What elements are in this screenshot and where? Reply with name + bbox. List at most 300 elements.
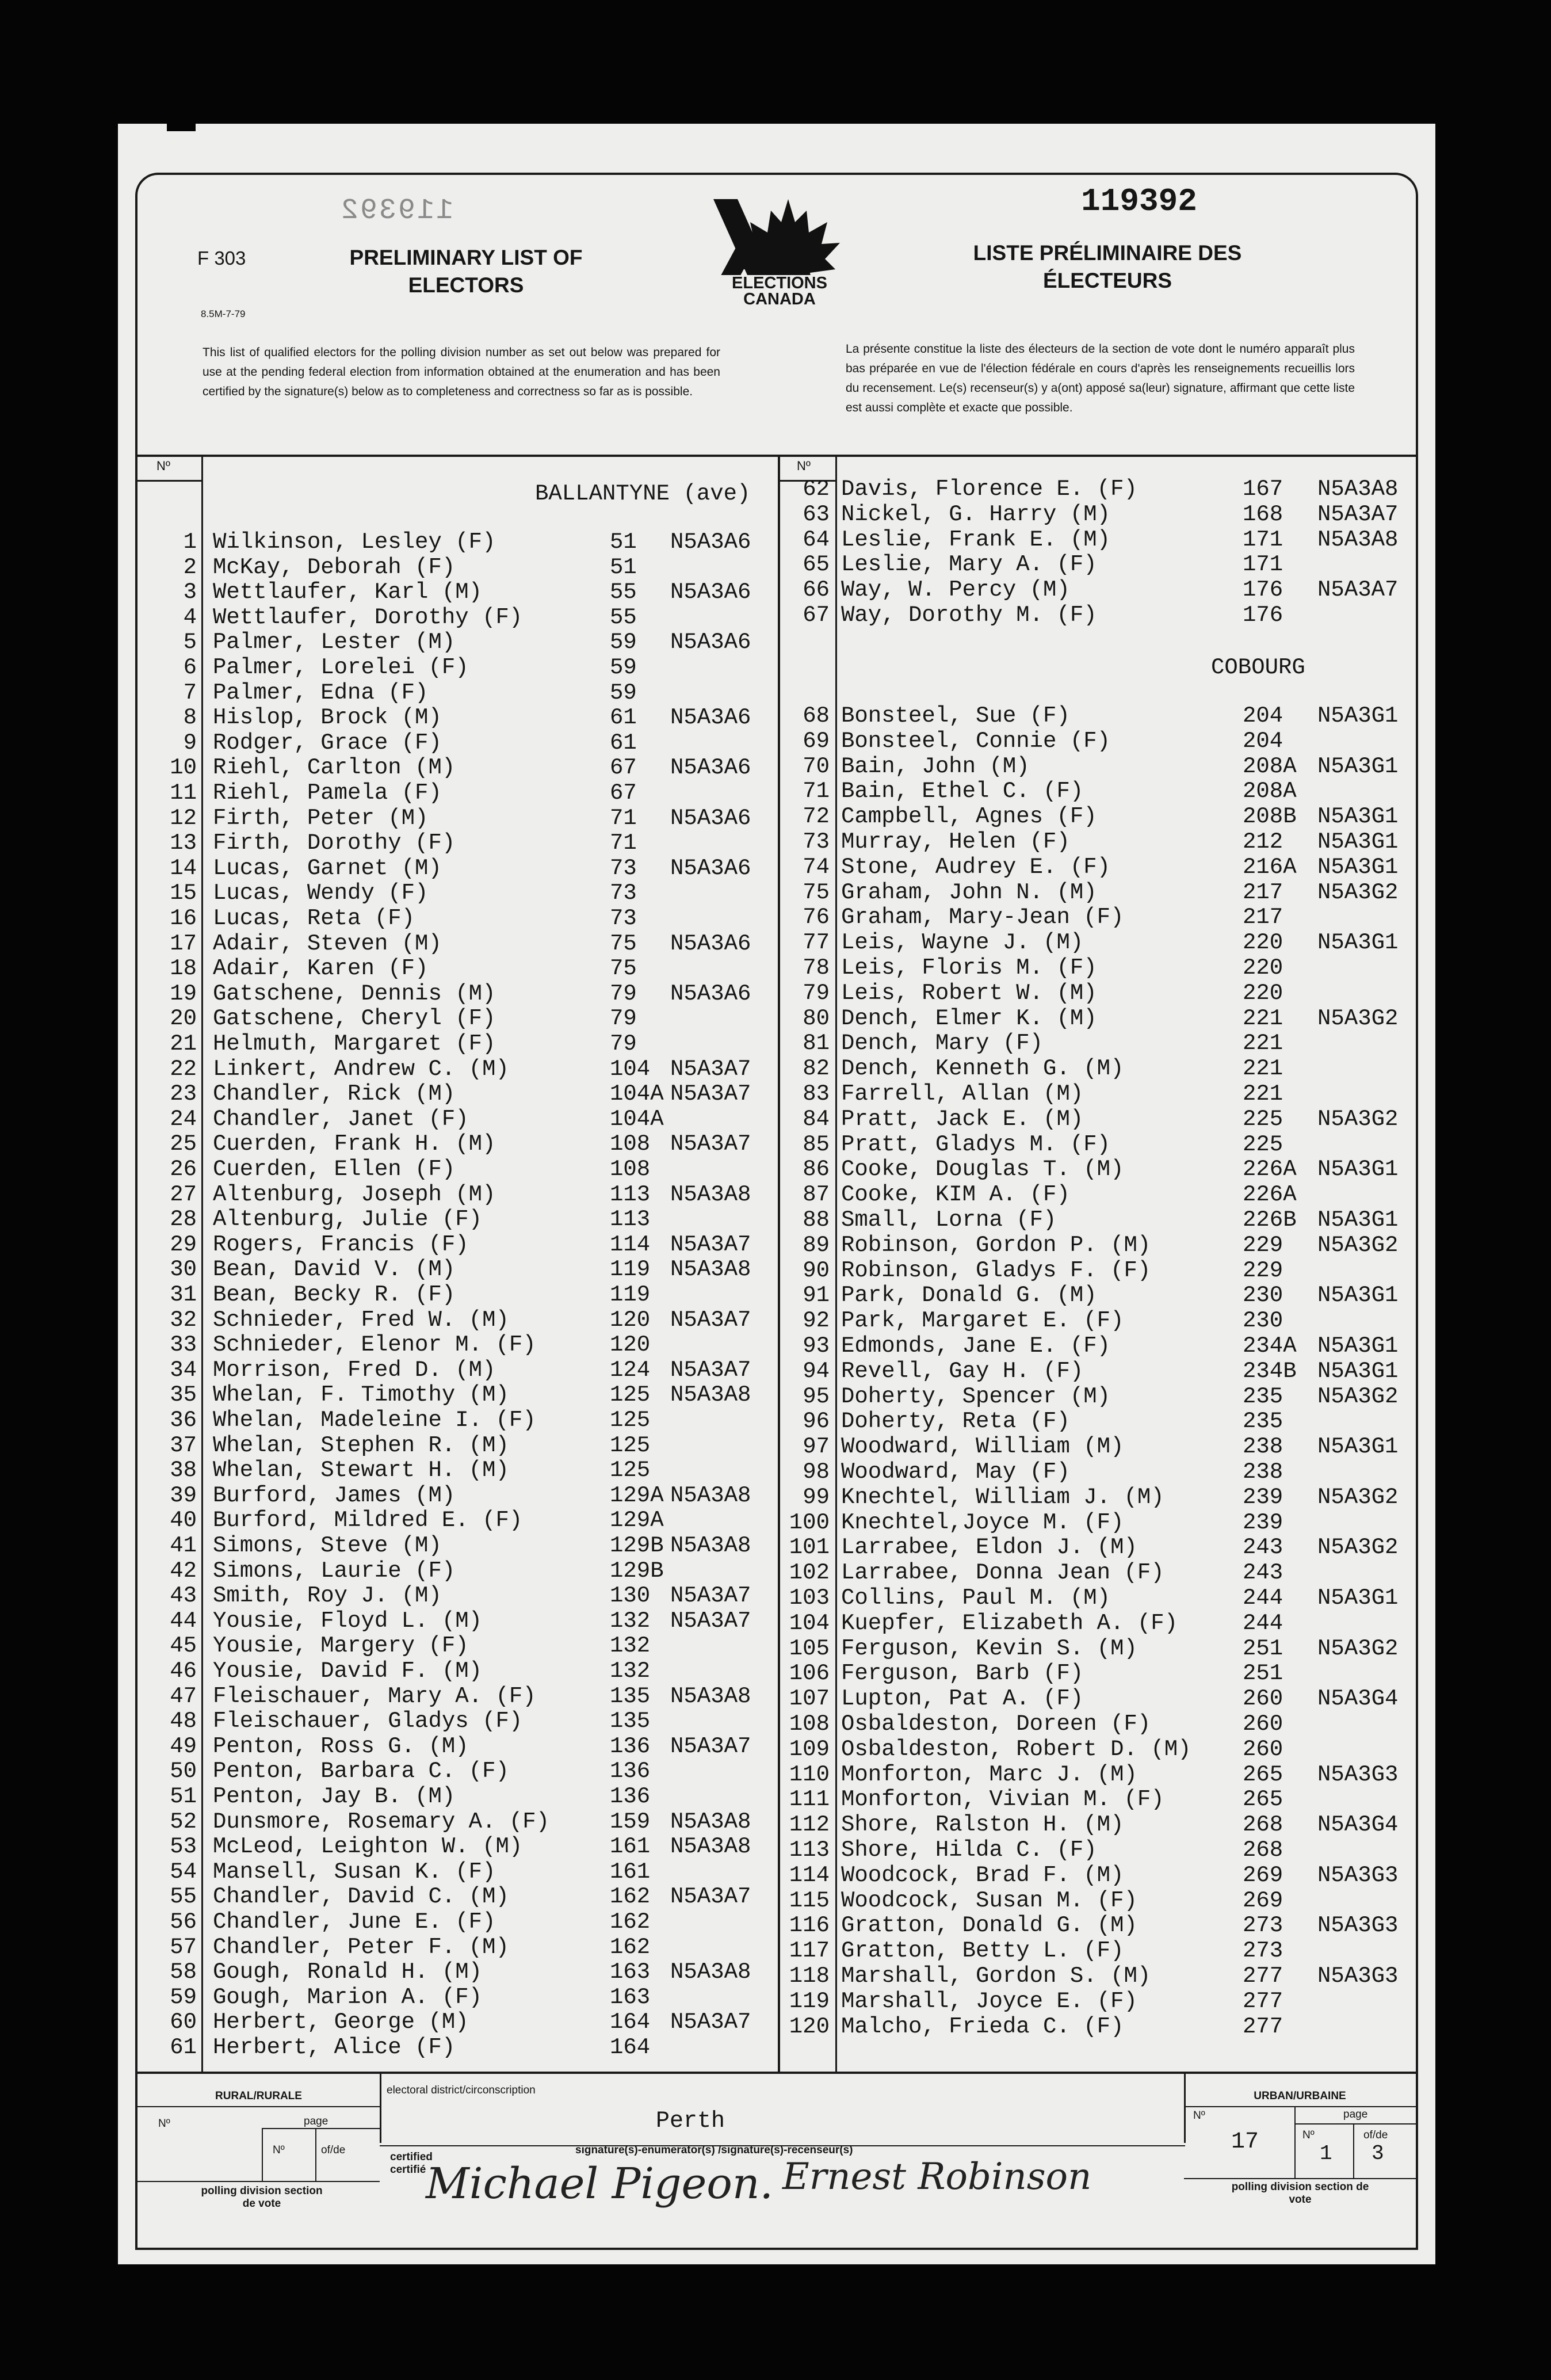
right-no-header: Nº [797, 459, 811, 473]
elector-number: 33 [170, 1332, 197, 1358]
left-number-divider [201, 455, 203, 2072]
elector-number: 100 [789, 1509, 830, 1535]
elector-address: 221 [1243, 1031, 1283, 1056]
elector-postal-code: N5A3A8 [670, 1959, 751, 1985]
elector-address: 265 [1243, 1761, 1283, 1787]
elector-address: 234B [1243, 1358, 1297, 1384]
elector-name: Lucas, Wendy (F) [213, 880, 429, 906]
elector-address: 104 [610, 1056, 651, 1082]
elector-name: Stone, Audrey E. (F) [841, 854, 1111, 880]
elector-name: Simons, Steve (M) [213, 1533, 442, 1558]
elector-number: 107 [789, 1686, 830, 1712]
elector-name: Farrell, Allan (M) [841, 1081, 1084, 1107]
elector-number: 53 [170, 1834, 197, 1860]
elector-address: 273 [1243, 1913, 1283, 1939]
urban-page-no-label: Nº [1302, 2129, 1315, 2141]
elector-address: 230 [1243, 1308, 1283, 1334]
elector-name: Murray, Helen (F) [841, 829, 1070, 855]
elector-number: 79 [803, 980, 830, 1006]
elector-address: 212 [1243, 829, 1283, 855]
elector-address: 75 [610, 930, 637, 956]
elector-number: 15 [170, 880, 197, 906]
elector-postal-code: N5A3A6 [670, 981, 751, 1006]
elector-number: 60 [170, 2009, 197, 2035]
rural-page-divider [262, 2128, 263, 2181]
elector-address: 220 [1243, 980, 1283, 1006]
elector-number: 92 [803, 1308, 830, 1334]
elector-name: Monforton, Marc J. (M) [841, 1761, 1137, 1787]
elector-number: 54 [170, 1859, 197, 1885]
elector-address: 277 [1243, 1988, 1283, 2014]
elector-number: 119 [789, 1988, 830, 2014]
elector-address: 171 [1243, 527, 1283, 552]
elector-address: 125 [610, 1382, 651, 1408]
elector-address: 161 [610, 1834, 651, 1860]
elector-name: Altenburg, Joseph (M) [213, 1181, 496, 1207]
elector-name: Woodcock, Brad F. (M) [841, 1862, 1124, 1888]
elector-name: Cooke, KIM A. (F) [841, 1182, 1070, 1208]
elector-name: Robinson, Gordon P. (M) [841, 1232, 1151, 1258]
elector-address: 108 [610, 1131, 651, 1157]
elector-postal-code: N5A3A7 [670, 1231, 751, 1257]
elector-address: 67 [610, 755, 637, 781]
left-no-header: Nº [156, 459, 170, 473]
rural-page-label: page [304, 2115, 328, 2127]
elector-number: 19 [170, 981, 197, 1006]
elector-number: 91 [803, 1283, 830, 1309]
elector-name: Park, Donald G. (M) [841, 1283, 1097, 1309]
elector-address: 243 [1243, 1535, 1283, 1561]
elector-address: 260 [1243, 1686, 1283, 1712]
elector-number: 20 [170, 1006, 197, 1032]
elector-address: 125 [610, 1432, 651, 1458]
enumerator-signature-1: Michael Pigeon. [426, 2159, 773, 2209]
title-english: PRELIMINARY LIST OF ELECTORS [349, 246, 583, 297]
elector-name: Lucas, Reta (F) [213, 906, 415, 931]
elector-name: Revell, Gay H. (F) [841, 1358, 1084, 1384]
elector-number: 77 [803, 930, 830, 956]
elector-address: 59 [610, 630, 637, 655]
elector-name: Collins, Paul M. (M) [841, 1585, 1111, 1611]
elector-address: 55 [610, 579, 637, 605]
rural-bottom-rule [137, 2181, 380, 2182]
elector-name: Fleischauer, Gladys (F) [213, 1708, 523, 1734]
elector-name: Bonsteel, Connie (F) [841, 728, 1111, 754]
elector-name: Graham, John N. (M) [841, 879, 1097, 905]
elector-number: 18 [170, 956, 197, 982]
elector-name: Bain, John (M) [841, 753, 1030, 779]
elector-postal-code: N5A3A7 [670, 1081, 751, 1107]
elector-number: 49 [170, 1733, 197, 1759]
mirrored-stamp-number: 119392 [339, 194, 454, 227]
elector-address: 113 [610, 1181, 651, 1207]
elector-postal-code: N5A3A7 [670, 1131, 751, 1157]
elector-postal-code: N5A3G1 [1317, 1207, 1399, 1233]
intro-english: This list of qualified electors for the polling division number as set out below was prepared for use at the pending federal election from information obtained at the enumeration and has been certified by the signature(s) below as to completeness and correctness so far as is possible. [203, 346, 720, 398]
elector-address: 238 [1243, 1434, 1283, 1460]
elector-address: 277 [1243, 1963, 1283, 1989]
elector-name: Mansell, Susan K. (F) [213, 1859, 496, 1885]
elector-name: Riehl, Carlton (M) [213, 755, 456, 781]
elections-canada-logo [702, 194, 857, 315]
elector-number: 39 [170, 1482, 197, 1508]
elector-number: 96 [803, 1409, 830, 1435]
elector-number: 40 [170, 1508, 197, 1534]
elector-address: 162 [610, 1909, 651, 1935]
elector-number: 90 [803, 1257, 830, 1283]
elector-name: Robinson, Gladys F. (F) [841, 1257, 1151, 1283]
elector-address: 235 [1243, 1409, 1283, 1435]
elector-name: Lupton, Pat A. (F) [841, 1686, 1084, 1712]
elector-postal-code: N5A3A8 [670, 1257, 751, 1283]
elector-postal-code: N5A3A8 [670, 1482, 751, 1508]
elector-name: Edmonds, Jane E. (F) [841, 1333, 1111, 1359]
elector-address: 129A [610, 1482, 664, 1508]
elector-name: Burford, James (M) [213, 1482, 456, 1508]
form-code: F 303 [197, 247, 246, 269]
elector-postal-code: N5A3A6 [670, 705, 751, 731]
elector-name: Dench, Elmer K. (M) [841, 1005, 1097, 1031]
elector-number: 106 [789, 1661, 830, 1687]
elector-number: 47 [170, 1683, 197, 1709]
elector-name: Leis, Robert W. (M) [841, 980, 1097, 1006]
elector-address: 124 [610, 1357, 651, 1383]
elector-name: Adair, Steven (M) [213, 930, 442, 956]
elector-number: 43 [170, 1583, 197, 1609]
rural-header-rule [137, 2106, 380, 2107]
elector-postal-code: N5A3A6 [670, 630, 751, 655]
elector-postal-code: N5A3G1 [1317, 829, 1399, 855]
elector-number: 17 [170, 930, 197, 956]
elector-number: 86 [803, 1157, 830, 1183]
elector-address: 130 [610, 1583, 651, 1609]
elector-name: Herbert, George (M) [213, 2009, 469, 2035]
elector-number: 117 [789, 1938, 830, 1964]
elector-number: 73 [803, 829, 830, 855]
elector-number: 98 [803, 1459, 830, 1485]
elector-address: 113 [610, 1207, 651, 1233]
elector-address: 108 [610, 1157, 651, 1182]
elector-address: 204 [1243, 728, 1283, 754]
elector-name: Penton, Jay B. (M) [213, 1784, 456, 1809]
elector-name: McKay, Deborah (F) [213, 554, 456, 580]
elector-address: 162 [610, 1884, 651, 1910]
elector-number: 113 [789, 1837, 830, 1863]
elector-postal-code: N5A3A7 [670, 1307, 751, 1333]
elector-address: 164 [610, 2035, 651, 2060]
urban-page-rule [1294, 2123, 1416, 2125]
elector-number: 120 [789, 2013, 830, 2039]
elector-address: 114 [610, 1231, 651, 1257]
elector-number: 55 [170, 1884, 197, 1910]
elector-number: 1 [183, 529, 197, 555]
elector-name: Malcho, Frieda C. (F) [841, 2013, 1124, 2039]
elector-name: Leslie, Frank E. (M) [841, 527, 1111, 552]
elector-number: 81 [803, 1031, 830, 1056]
elector-number: 59 [170, 1984, 197, 2010]
elector-name: Morrison, Fred D. (M) [213, 1357, 496, 1383]
elector-address: 71 [610, 805, 637, 831]
elector-name: Smith, Roy J. (M) [213, 1583, 442, 1609]
elector-postal-code: N5A3G4 [1317, 1812, 1399, 1838]
form-edition: 8.5M-7-79 [201, 308, 246, 319]
elector-address: 167 [1243, 476, 1283, 502]
elector-address: 104A [610, 1106, 664, 1132]
elector-postal-code: N5A3A6 [670, 930, 751, 956]
elector-postal-code: N5A3A6 [670, 579, 751, 605]
elector-number: 28 [170, 1207, 197, 1233]
elector-number: 71 [803, 779, 830, 804]
elector-name: Dunsmore, Rosemary A. (F) [213, 1809, 550, 1834]
elector-address: 132 [610, 1633, 651, 1659]
rural-page-rule [262, 2128, 380, 2129]
elector-address: 163 [610, 1984, 651, 2010]
elector-address: 229 [1243, 1232, 1283, 1258]
rural-no-label: Nº [158, 2118, 170, 2130]
elector-number: 99 [803, 1484, 830, 1510]
elector-name: Penton, Ross G. (M) [213, 1733, 469, 1759]
elector-address: 61 [610, 730, 637, 756]
elector-address: 239 [1243, 1484, 1283, 1510]
elector-address: 119 [610, 1257, 651, 1283]
elector-postal-code: N5A3G1 [1317, 703, 1399, 729]
elector-postal-code: N5A3G2 [1317, 1383, 1399, 1409]
elector-name: Dench, Kenneth G. (M) [841, 1056, 1124, 1082]
elector-number: 76 [803, 905, 830, 930]
elector-number: 61 [170, 2035, 197, 2060]
elector-name: Penton, Barbara C. (F) [213, 1759, 509, 1784]
elector-number: 36 [170, 1408, 197, 1433]
elector-number: 85 [803, 1131, 830, 1157]
elector-name: Cuerden, Frank H. (M) [213, 1131, 496, 1157]
elector-postal-code: N5A3G1 [1317, 804, 1399, 830]
elector-name: Way, Dorothy M. (F) [841, 602, 1097, 628]
elector-postal-code: N5A3A8 [670, 1533, 751, 1558]
elector-name: Yousie, Margery (F) [213, 1633, 469, 1659]
elector-name: Shore, Ralston H. (M) [841, 1812, 1124, 1838]
elector-address: 230 [1243, 1283, 1283, 1309]
elector-address: 71 [610, 830, 637, 856]
elector-number: 111 [789, 1787, 830, 1813]
urban-page-number: 1 [1320, 2142, 1332, 2165]
elector-name: Marshall, Gordon S. (M) [841, 1963, 1151, 1989]
elector-name: Leslie, Mary A. (F) [841, 552, 1097, 578]
urban-label: URBAN/URBAINE [1254, 2090, 1346, 2102]
elector-postal-code: N5A3G1 [1317, 1358, 1399, 1384]
elector-number: 32 [170, 1307, 197, 1333]
elector-name: Leis, Floris M. (F) [841, 955, 1097, 981]
elector-address: 159 [610, 1809, 651, 1834]
elector-postal-code: N5A3G2 [1317, 1232, 1399, 1258]
elector-address: 164 [610, 2009, 651, 2035]
elector-number: 13 [170, 830, 197, 856]
elector-number: 23 [170, 1081, 197, 1107]
elector-number: 78 [803, 955, 830, 981]
elector-name: Palmer, Lester (M) [213, 630, 456, 655]
elector-name: Herbert, Alice (F) [213, 2035, 456, 2060]
elector-address: 239 [1243, 1509, 1283, 1535]
elector-number: 52 [170, 1809, 197, 1834]
elector-name: Gough, Marion A. (F) [213, 1984, 483, 2010]
elector-address: 163 [610, 1959, 651, 1985]
elector-number: 11 [170, 780, 197, 806]
elector-postal-code: N5A3A8 [670, 1181, 751, 1207]
elector-postal-code: N5A3G2 [1317, 1005, 1399, 1031]
elector-name: Wettlaufer, Karl (M) [213, 579, 483, 605]
urban-page-total: 3 [1372, 2142, 1384, 2165]
elector-address: 204 [1243, 703, 1283, 729]
elector-number: 27 [170, 1181, 197, 1207]
footer-right-divider [1184, 2074, 1186, 2143]
elector-name: Bean, Becky R. (F) [213, 1282, 456, 1307]
rural-page-no-label: Nº [273, 2144, 285, 2156]
elector-number: 101 [789, 1535, 830, 1561]
elector-address: 132 [610, 1658, 651, 1684]
elector-address: 73 [610, 880, 637, 906]
elector-name: Whelan, Stephen R. (M) [213, 1432, 509, 1458]
elector-number: 65 [803, 552, 830, 578]
elector-name: Kuepfer, Elizabeth A. (F) [841, 1610, 1178, 1636]
elector-name: Helmuth, Margaret (F) [213, 1031, 496, 1056]
elector-address: 221 [1243, 1005, 1283, 1031]
elector-name: Cuerden, Ellen (F) [213, 1157, 456, 1182]
elector-name: Rogers, Francis (F) [213, 1231, 469, 1257]
elector-address: 268 [1243, 1837, 1283, 1863]
elector-address: 217 [1243, 879, 1283, 905]
elector-number: 35 [170, 1382, 197, 1408]
elector-address: 208A [1243, 753, 1297, 779]
elector-number: 4 [183, 604, 197, 630]
elector-number: 72 [803, 804, 830, 830]
elector-name: Adair, Karen (F) [213, 956, 429, 982]
elector-number: 10 [170, 755, 197, 781]
elector-address: 51 [610, 529, 637, 555]
elector-name: Graham, Mary-Jean (F) [841, 905, 1124, 930]
elector-address: 260 [1243, 1711, 1283, 1737]
elector-address: 225 [1243, 1106, 1283, 1132]
elector-name: Small, Lorna (F) [841, 1207, 1057, 1233]
elector-number: 88 [803, 1207, 830, 1233]
table-top-rule [137, 455, 1416, 457]
elector-number: 102 [789, 1560, 830, 1586]
footer-left-divider [380, 2074, 381, 2143]
elector-address: 243 [1243, 1560, 1283, 1586]
elector-address: 79 [610, 1006, 637, 1032]
elector-address: 59 [610, 680, 637, 705]
elector-name: Park, Margaret E. (F) [841, 1308, 1124, 1334]
elector-number: 2 [183, 554, 197, 580]
elector-number: 42 [170, 1558, 197, 1584]
elector-address: 251 [1243, 1661, 1283, 1687]
elector-number: 50 [170, 1759, 197, 1784]
elector-address: 73 [610, 855, 637, 881]
elector-postal-code: N5A3G2 [1317, 1635, 1399, 1661]
elector-address: 208A [1243, 779, 1297, 804]
elector-number: 3 [183, 579, 197, 605]
elector-address: 221 [1243, 1081, 1283, 1107]
elector-address: 51 [610, 554, 637, 580]
elector-number: 95 [803, 1383, 830, 1409]
logo-text: ELECTIONS CANADA [702, 275, 857, 307]
elector-address: 277 [1243, 2013, 1283, 2039]
elector-number: 97 [803, 1434, 830, 1460]
elector-number: 80 [803, 1005, 830, 1031]
elector-number: 64 [803, 527, 830, 552]
elector-address: 75 [610, 956, 637, 982]
elector-number: 105 [789, 1635, 830, 1661]
elector-number: 109 [789, 1736, 830, 1762]
elector-address: 269 [1243, 1862, 1283, 1888]
elector-number: 16 [170, 906, 197, 931]
elector-address: 132 [610, 1608, 651, 1634]
elector-name: Gratton, Donald G. (M) [841, 1913, 1137, 1939]
title-french: LISTE PRÉLIMINAIRE DES ÉLECTEURS [973, 241, 1242, 292]
elector-name: Riehl, Pamela (F) [213, 780, 442, 806]
elector-address: 226B [1243, 1207, 1297, 1233]
elector-name: Yousie, Floyd L. (M) [213, 1608, 483, 1634]
elector-name: Bain, Ethel C. (F) [841, 779, 1084, 804]
elector-name: Palmer, Edna (F) [213, 680, 429, 705]
elector-name: Firth, Dorothy (F) [213, 830, 456, 856]
elector-address: 176 [1243, 577, 1283, 603]
elector-address: 73 [610, 906, 637, 931]
elector-number: 22 [170, 1056, 197, 1082]
elector-name: Woodcock, Susan M. (F) [841, 1887, 1137, 1913]
elector-address: 135 [610, 1708, 651, 1734]
elector-number: 82 [803, 1056, 830, 1082]
elector-name: Chandler, Peter F. (M) [213, 1934, 509, 1960]
elector-name: Linkert, Andrew C. (M) [213, 1056, 509, 1082]
elector-address: 171 [1243, 552, 1283, 578]
elector-postal-code: N5A3G1 [1317, 1157, 1399, 1183]
elector-number: 14 [170, 855, 197, 881]
elector-name: Ferguson, Barb (F) [841, 1661, 1084, 1687]
elector-address: 136 [610, 1733, 651, 1759]
elector-name: Way, W. Percy (M) [841, 577, 1070, 603]
elector-address: 67 [610, 780, 637, 806]
elector-name: Larrabee, Donna Jean (F) [841, 1560, 1164, 1586]
elector-postal-code: N5A3G2 [1317, 879, 1399, 905]
elector-name: Cooke, Douglas T. (M) [841, 1157, 1124, 1183]
elector-address: 251 [1243, 1635, 1283, 1661]
elector-address: 129A [610, 1508, 664, 1534]
elector-postal-code: N5A3G1 [1317, 1434, 1399, 1460]
elector-postal-code: N5A3G3 [1317, 1913, 1399, 1939]
street-heading-cobourg: COBOURG [1211, 655, 1305, 680]
elector-postal-code: N5A3G2 [1317, 1535, 1399, 1561]
elector-address: 238 [1243, 1459, 1283, 1485]
elector-name: Davis, Florence E. (F) [841, 476, 1137, 502]
elector-address: 208B [1243, 804, 1297, 830]
column-divider [778, 455, 780, 2072]
elector-name: Dench, Mary (F) [841, 1031, 1044, 1056]
elector-number: 12 [170, 805, 197, 831]
elector-number: 41 [170, 1533, 197, 1558]
elector-name: Doherty, Reta (F) [841, 1409, 1070, 1435]
elector-postal-code: N5A3G1 [1317, 1283, 1399, 1309]
elector-postal-code: N5A3A8 [670, 1382, 751, 1408]
elector-postal-code: N5A3A7 [670, 1608, 751, 1634]
rural-of-divider [315, 2128, 316, 2181]
elector-address: 136 [610, 1784, 651, 1809]
elector-number: 8 [183, 705, 197, 731]
elector-number: 110 [789, 1761, 830, 1787]
street-heading-ballantyne: BALLANTYNE (ave) [535, 481, 751, 506]
elector-address: 226A [1243, 1157, 1297, 1183]
elector-address: 221 [1243, 1056, 1283, 1082]
elector-name: Leis, Wayne J. (M) [841, 930, 1084, 956]
elector-name: Shore, Hilda C. (F) [841, 1837, 1097, 1863]
